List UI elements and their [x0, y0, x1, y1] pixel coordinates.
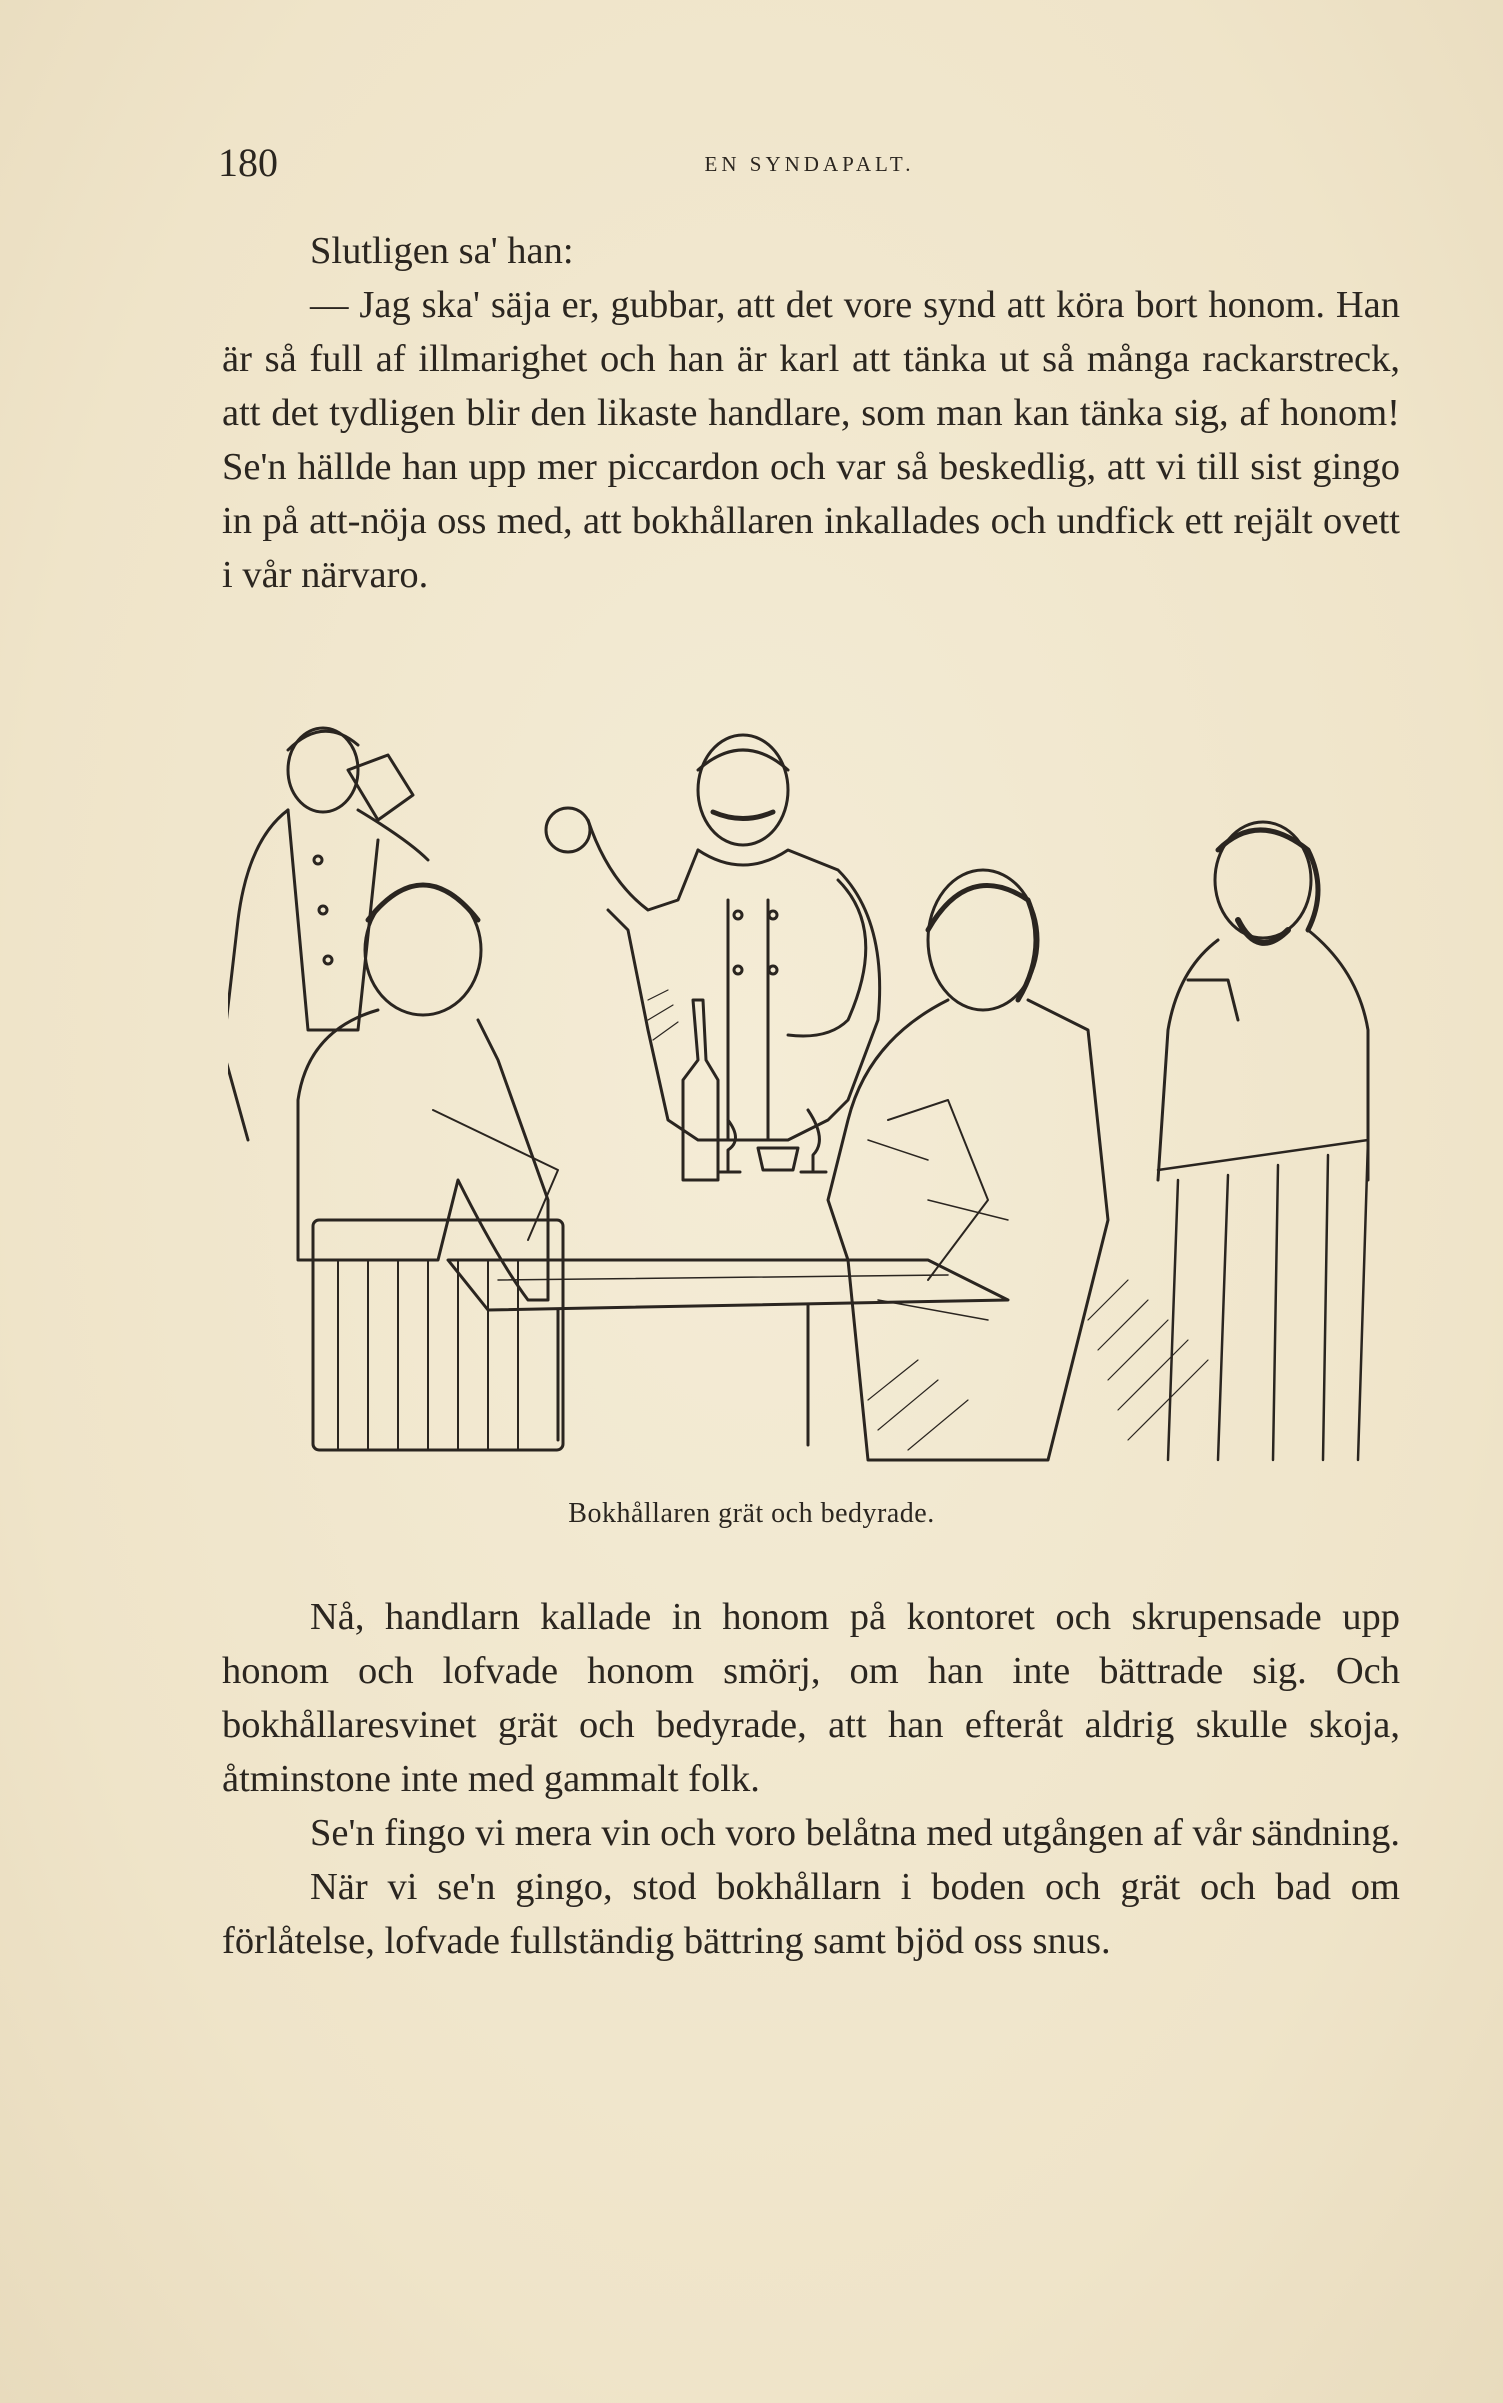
running-head: EN SYNDAPALT.: [704, 152, 915, 176]
bottom-text: [222, 1590, 1400, 1968]
top-text: [222, 224, 1400, 602]
paragraph: Slutligen sa' han:: [310, 230, 574, 272]
paragraph: Se'n fingo vi mera vin och voro belåtna med utgången af vår sändning.: [310, 1812, 1400, 1854]
paragraph: När vi se'n gingo, stod bokhållarn i boden och grät och bad om förlåtelse, lofvade fullständig bättring samt bjöd oss snus.: [222, 1866, 1400, 1962]
illustration: [228, 700, 1378, 1470]
illustration-caption: Bokhållaren grät och bedyrade.: [568, 1498, 935, 1529]
page-number: 180: [218, 140, 278, 185]
paragraph: — Jag ska' säja er, gubbar, att det vore synd att köra bort honom. Han är så full af illmarighet och han är karl att tänka ut så många rackarstreck, att det tydligen blir den likaste handlare, som man kan tänka sig, af honom! Se'n hällde han upp mer piccardon och var så beskedlig, att vi till sist gingo in på att-nöja oss med, att bokhållaren inkallades och undfick ett rejält ovett i vår närvaro.: [222, 284, 1400, 596]
paragraph: Nå, handlarn kallade in honom på kontoret och skrupensade upp honom och lofvade honom smörj, om han inte bättrade sig. Och bokhållaresvinet grät och bedyrade, att han efteråt aldrig skulle skoja, åtminstone inte med gammalt folk.: [222, 1596, 1400, 1800]
page-header: [218, 138, 1401, 188]
engraving-drawing: [228, 700, 1378, 1470]
